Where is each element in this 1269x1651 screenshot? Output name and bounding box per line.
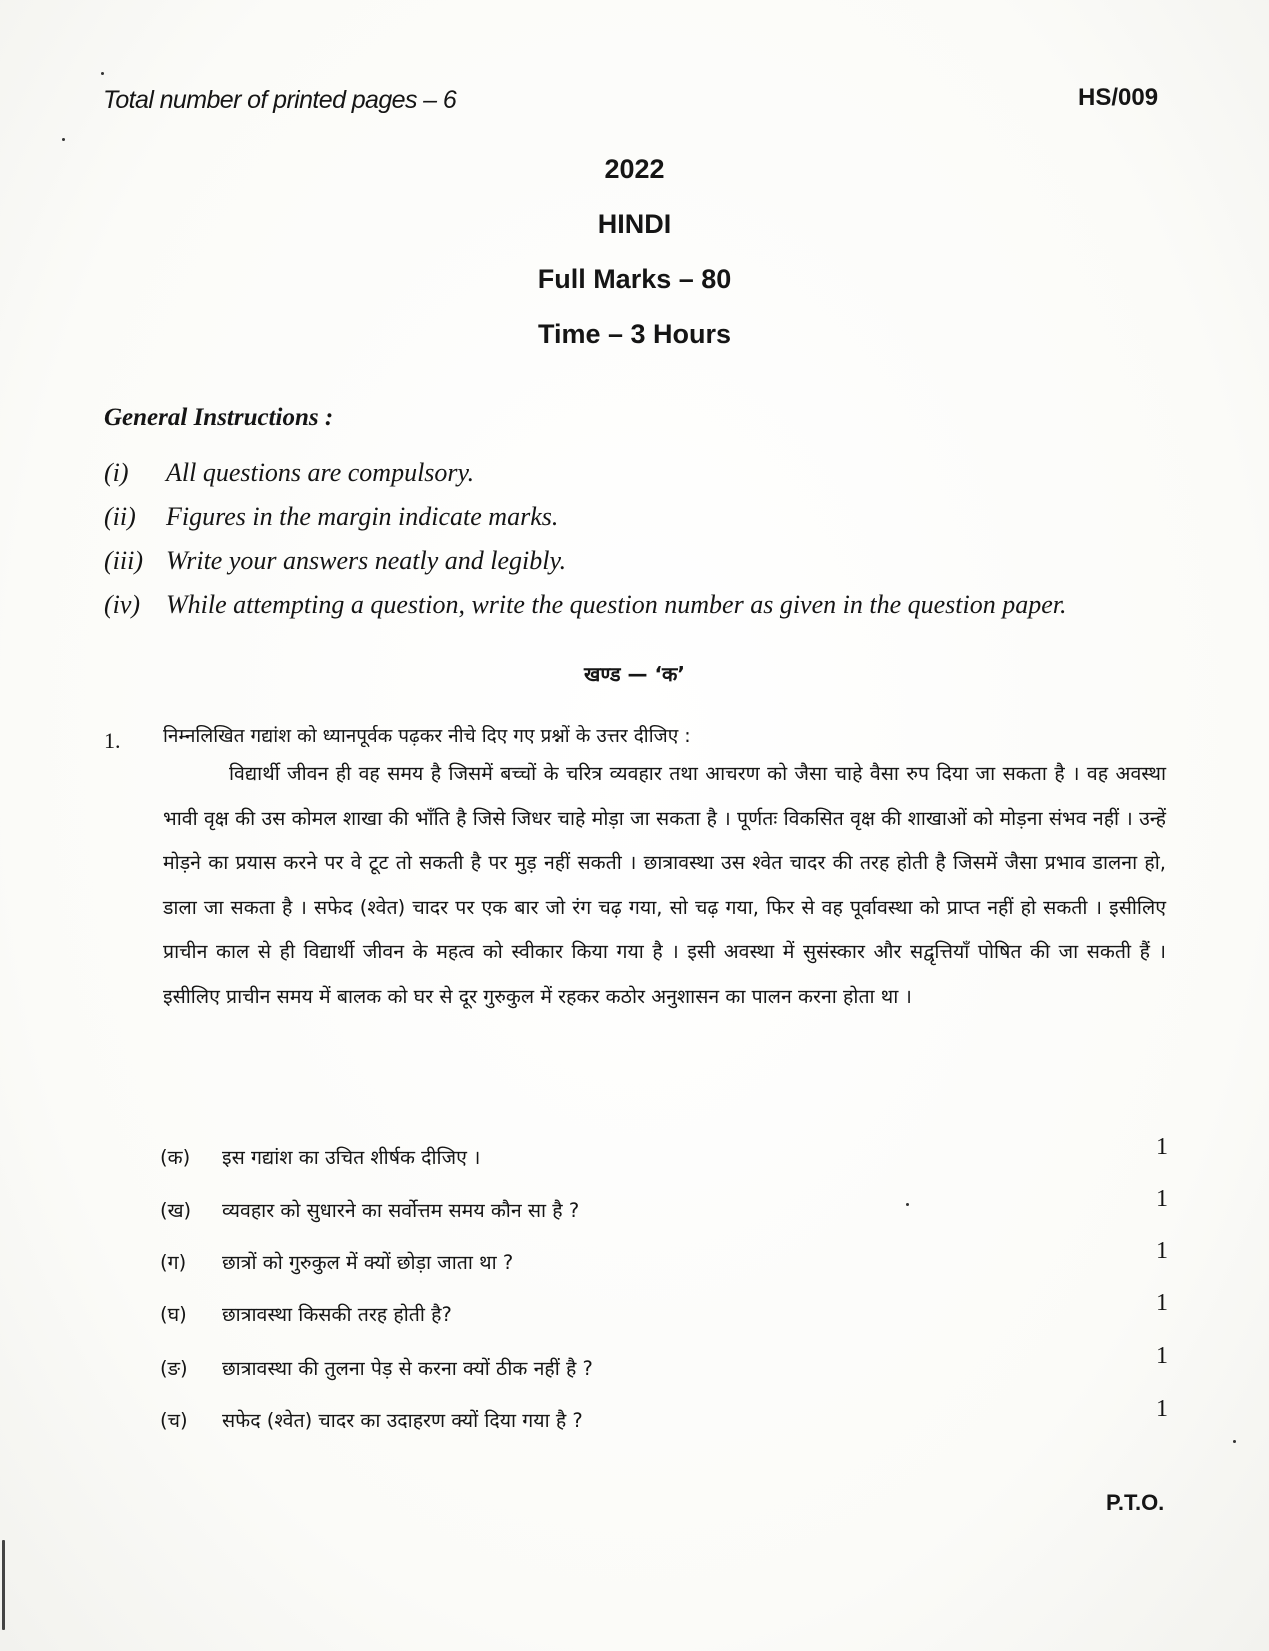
subquestion-text: छात्रावस्था की तुलना पेड़ से करना क्यों ठीक नहीं है ? (222, 1357, 593, 1380)
instruction-number: (i) (104, 458, 129, 487)
scan-speck (62, 138, 65, 141)
subquestion (160, 1354, 593, 1381)
instruction-number: (iii) (104, 546, 143, 575)
subquestion-marks: 1 (1156, 1343, 1168, 1369)
instruction-number: (ii) (104, 502, 136, 531)
scan-edge-mark (2, 1540, 5, 1630)
subquestion (160, 1300, 452, 1327)
question-number: 1. (104, 728, 121, 753)
scan-speck (906, 1203, 909, 1206)
subquestion-marks: 1 (1156, 1238, 1168, 1264)
scan-speck (101, 72, 104, 75)
subquestion-text: छात्रावस्था किसकी तरह होती है? (222, 1303, 452, 1326)
instruction-item (104, 458, 474, 488)
reading-passage: विद्यार्थी जीवन ही वह समय है जिसमें बच्चों के चरित्र व्यवहार तथा आचरण को जैसा चाहे वैसा रुप दिया जा सकता है । वह अवस्था भावी वृक्ष की उस कोमल शाखा की भाँति है जिसे जिधर चाहे मोड़ा जा सकता है । पूर्णतः विकसित वृक्ष की शाखाओं को मोड़ना संभव नहीं । उन्हें मोड़ने का प्रयास करने पर वे टूट तो सकती है पर मुड़ नहीं सकती । छात्रावस्था उस श्वेत चादर की तरह होती है जिसमें जैसा प्रभाव डालना हो, डाला जा सकता है । सफेद (श्वेत) चादर पर एक बार जो रंग चढ़ गया, सो चढ़ गया, फिर से वह पूर्वावस्था को प्राप्त नहीं हो सकती । इसीलिए प्राचीन काल से ही विद्यार्थी जीवन के महत्व को स्वीकार किया गया है । इसी अवस्था में सुसंस्कार और सद्वृत्तियाँ पोषित की जा सकती हैं । इसीलिए प्राचीन समय में बालक को घर से दूर गुरुकुल में रहकर कठोर अनुशासन का पालन करना होता था । (163, 762, 1166, 1008)
instruction-text: All questions are compulsory. (166, 458, 475, 487)
subquestion-label: (ग) (160, 1251, 187, 1274)
instruction-text: Write your answers neatly and legibly. (166, 546, 567, 575)
instruction-item (104, 502, 558, 532)
subquestion-text: व्यवहार को सुधारने का सर्वोत्तम समय कौन सा है ? (222, 1199, 580, 1222)
subquestion-marks: 1 (1156, 1396, 1168, 1422)
subquestion (160, 1406, 583, 1433)
please-turn-over: P.T.O. (1106, 1490, 1165, 1515)
general-instructions-title: General Instructions : (104, 404, 334, 431)
exam-subject: HINDI (597, 209, 672, 239)
subquestion-text: इस गद्यांश का उचित शीर्षक दीजिए । (222, 1146, 481, 1169)
instruction-item (104, 546, 566, 576)
paper-code: HS/009 (1078, 84, 1159, 111)
question-prompt: निम्नलिखित गद्यांश को ध्यानपूर्वक पढ़कर नीचे दिए गए प्रश्नों के उत्तर दीजिए : (163, 725, 691, 747)
subquestion (160, 1248, 513, 1275)
subquestion (160, 1143, 480, 1170)
section-heading: खण्ड — ‘क’ (583, 662, 686, 686)
subquestion-label: (घ) (160, 1303, 187, 1326)
subquestion-label: (ख) (160, 1199, 192, 1222)
instruction-item (104, 590, 1067, 620)
printed-pages-note: Total number of printed pages – 6 (103, 86, 457, 114)
instruction-text: While attempting a question, write the question number as given in the question paper. (166, 590, 1067, 619)
exam-year: 2022 (604, 154, 665, 184)
subquestion-label: (ङ) (160, 1357, 188, 1380)
full-marks: Full Marks – 80 (537, 264, 732, 294)
subquestion-text: सफेद (श्वेत) चादर का उदाहरण क्यों दिया गया है ? (222, 1409, 583, 1432)
scan-speck (1233, 1440, 1236, 1443)
exam-time: Time – 3 Hours (537, 319, 732, 349)
subquestion (160, 1196, 579, 1223)
instruction-text: Figures in the margin indicate marks. (166, 502, 559, 531)
subquestion-text: छात्रों को गुरुकुल में क्यों छोड़ा जाता था ? (222, 1251, 514, 1274)
instruction-number: (iv) (104, 590, 141, 619)
subquestion-label: (क) (160, 1146, 191, 1169)
subquestion-marks: 1 (1156, 1186, 1168, 1212)
subquestion-marks: 1 (1156, 1290, 1168, 1316)
subquestion-label: (च) (160, 1409, 188, 1432)
subquestion-marks: 1 (1156, 1134, 1168, 1160)
